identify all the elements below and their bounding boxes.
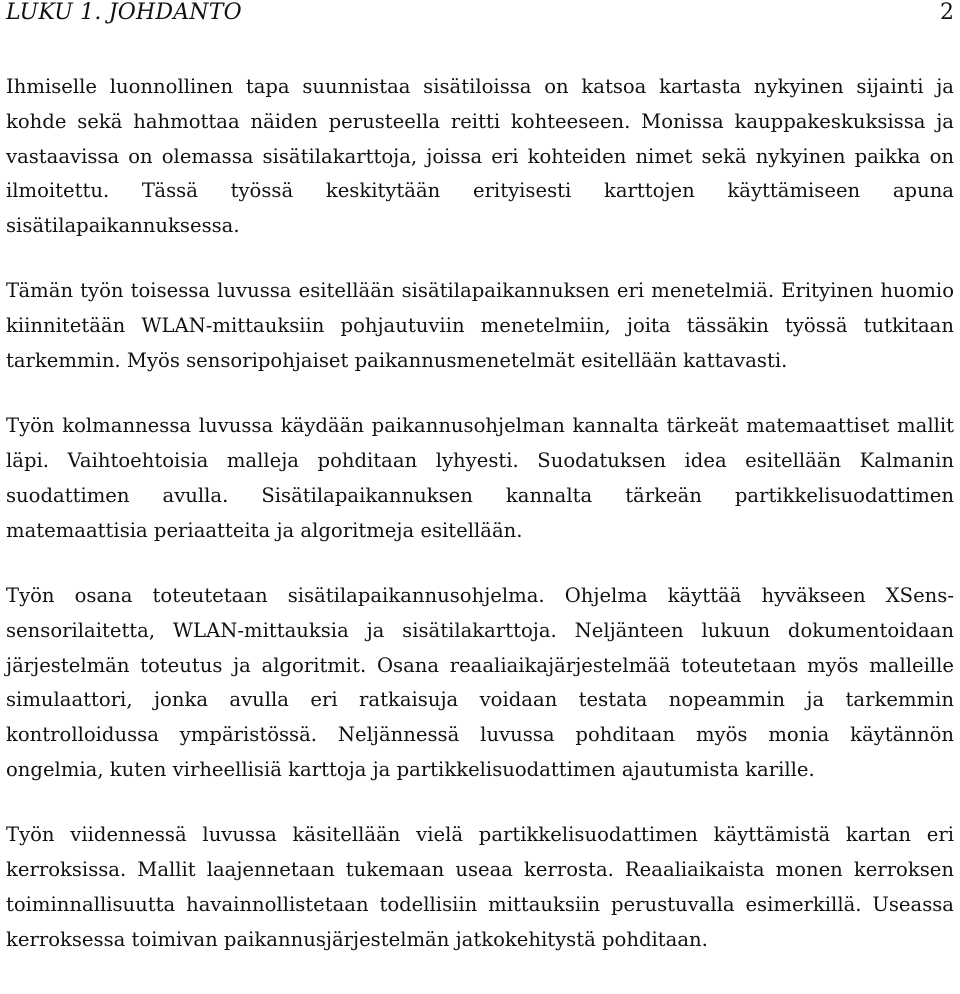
paragraph-chapter-three: Työn kolmannessa luvussa käydään paikannusohjelman kannalta tärkeät matemaattiset mallit läpi. Vaihtoehtoisia malleja pohditaan lyhyesti. Suodatuksen idea esitellään Kalmanin suodattimen avulla. Sisätilapaikannuksen kannalta tärkeän partikkelisuodattimen matemaattisia periaatteita ja algoritmeja esitellään. bbox=[6, 414, 954, 542]
paragraph-chapter-four: Työn osana toteutetaan sisätilapaikannusohjelma. Ohjelma käyttää hyväkseen XSenssensorilaitetta, WLAN-mittauksia ja sisätilakarttoja. Neljänteen lukuun dokumentoidaan järjestelmän toteutus ja algoritmit. Osana reaaliaikajärjestelmää toteutetaan myös malleille simulaattori, jonka avulla eri ratkaisuja voidaan testata nopeammin ja tarkemmin kontrolloidussa ympäristössä. Neljännessä luvussa pohditaan myös monia käytännön ongelmia, kuten virheellisiä karttoja ja partikkelisuodattimen ajautumista karille. bbox=[6, 584, 954, 782]
running-header bbox=[6, 0, 954, 30]
paragraph-chapter-two: Tämän työn toisessa luvussa esitellään sisätilapaikannuksen eri menetelmiä. Erityinen huomio kiinnitetään WLAN-mittauksiin pohjautuviin menetelmiin, joita tässäkin työssä tutkitaan tarkemmin. Myös sensoripohjaiset paikannusmenetelmät esitellään kattavasti. bbox=[6, 279, 954, 373]
body-text bbox=[6, 70, 954, 988]
page-number: 2 bbox=[940, 0, 954, 25]
chapter-heading: LUKU 1. JOHDANTO bbox=[6, 0, 242, 25]
paragraph-intro: Ihmiselle luonnollinen tapa suunnistaa sisätiloissa on katsoa kartasta nykyinen sijainti ja kohde sekä hahmottaa näiden perusteella reitti kohteeseen. Monissa kauppakeskuksissa ja vastaavissa on olemassa sisätilakarttoja, joissa eri kohteiden nimet sekä nykyinen paikka on ilmoitettu. Tässä työssä keskitytään erityisesti karttojen käyttämiseen apuna sisätilapaikannuksessa. bbox=[6, 75, 954, 238]
paragraph-chapter-five: Työn viidennessä luvussa käsitellään vielä partikkelisuodattimen käyttämistä kartan eri kerroksissa. Mallit laajennetaan tukemaan useaa kerrosta. Reaaliaikaista monen kerroksen toiminnallisuutta havainnollistetaan todellisiin mittauksiin perustuvalla esimerkillä. Useassa kerroksessa toimivan paikannusjärjestelmän jatkokehitystä pohditaan. bbox=[6, 823, 954, 951]
